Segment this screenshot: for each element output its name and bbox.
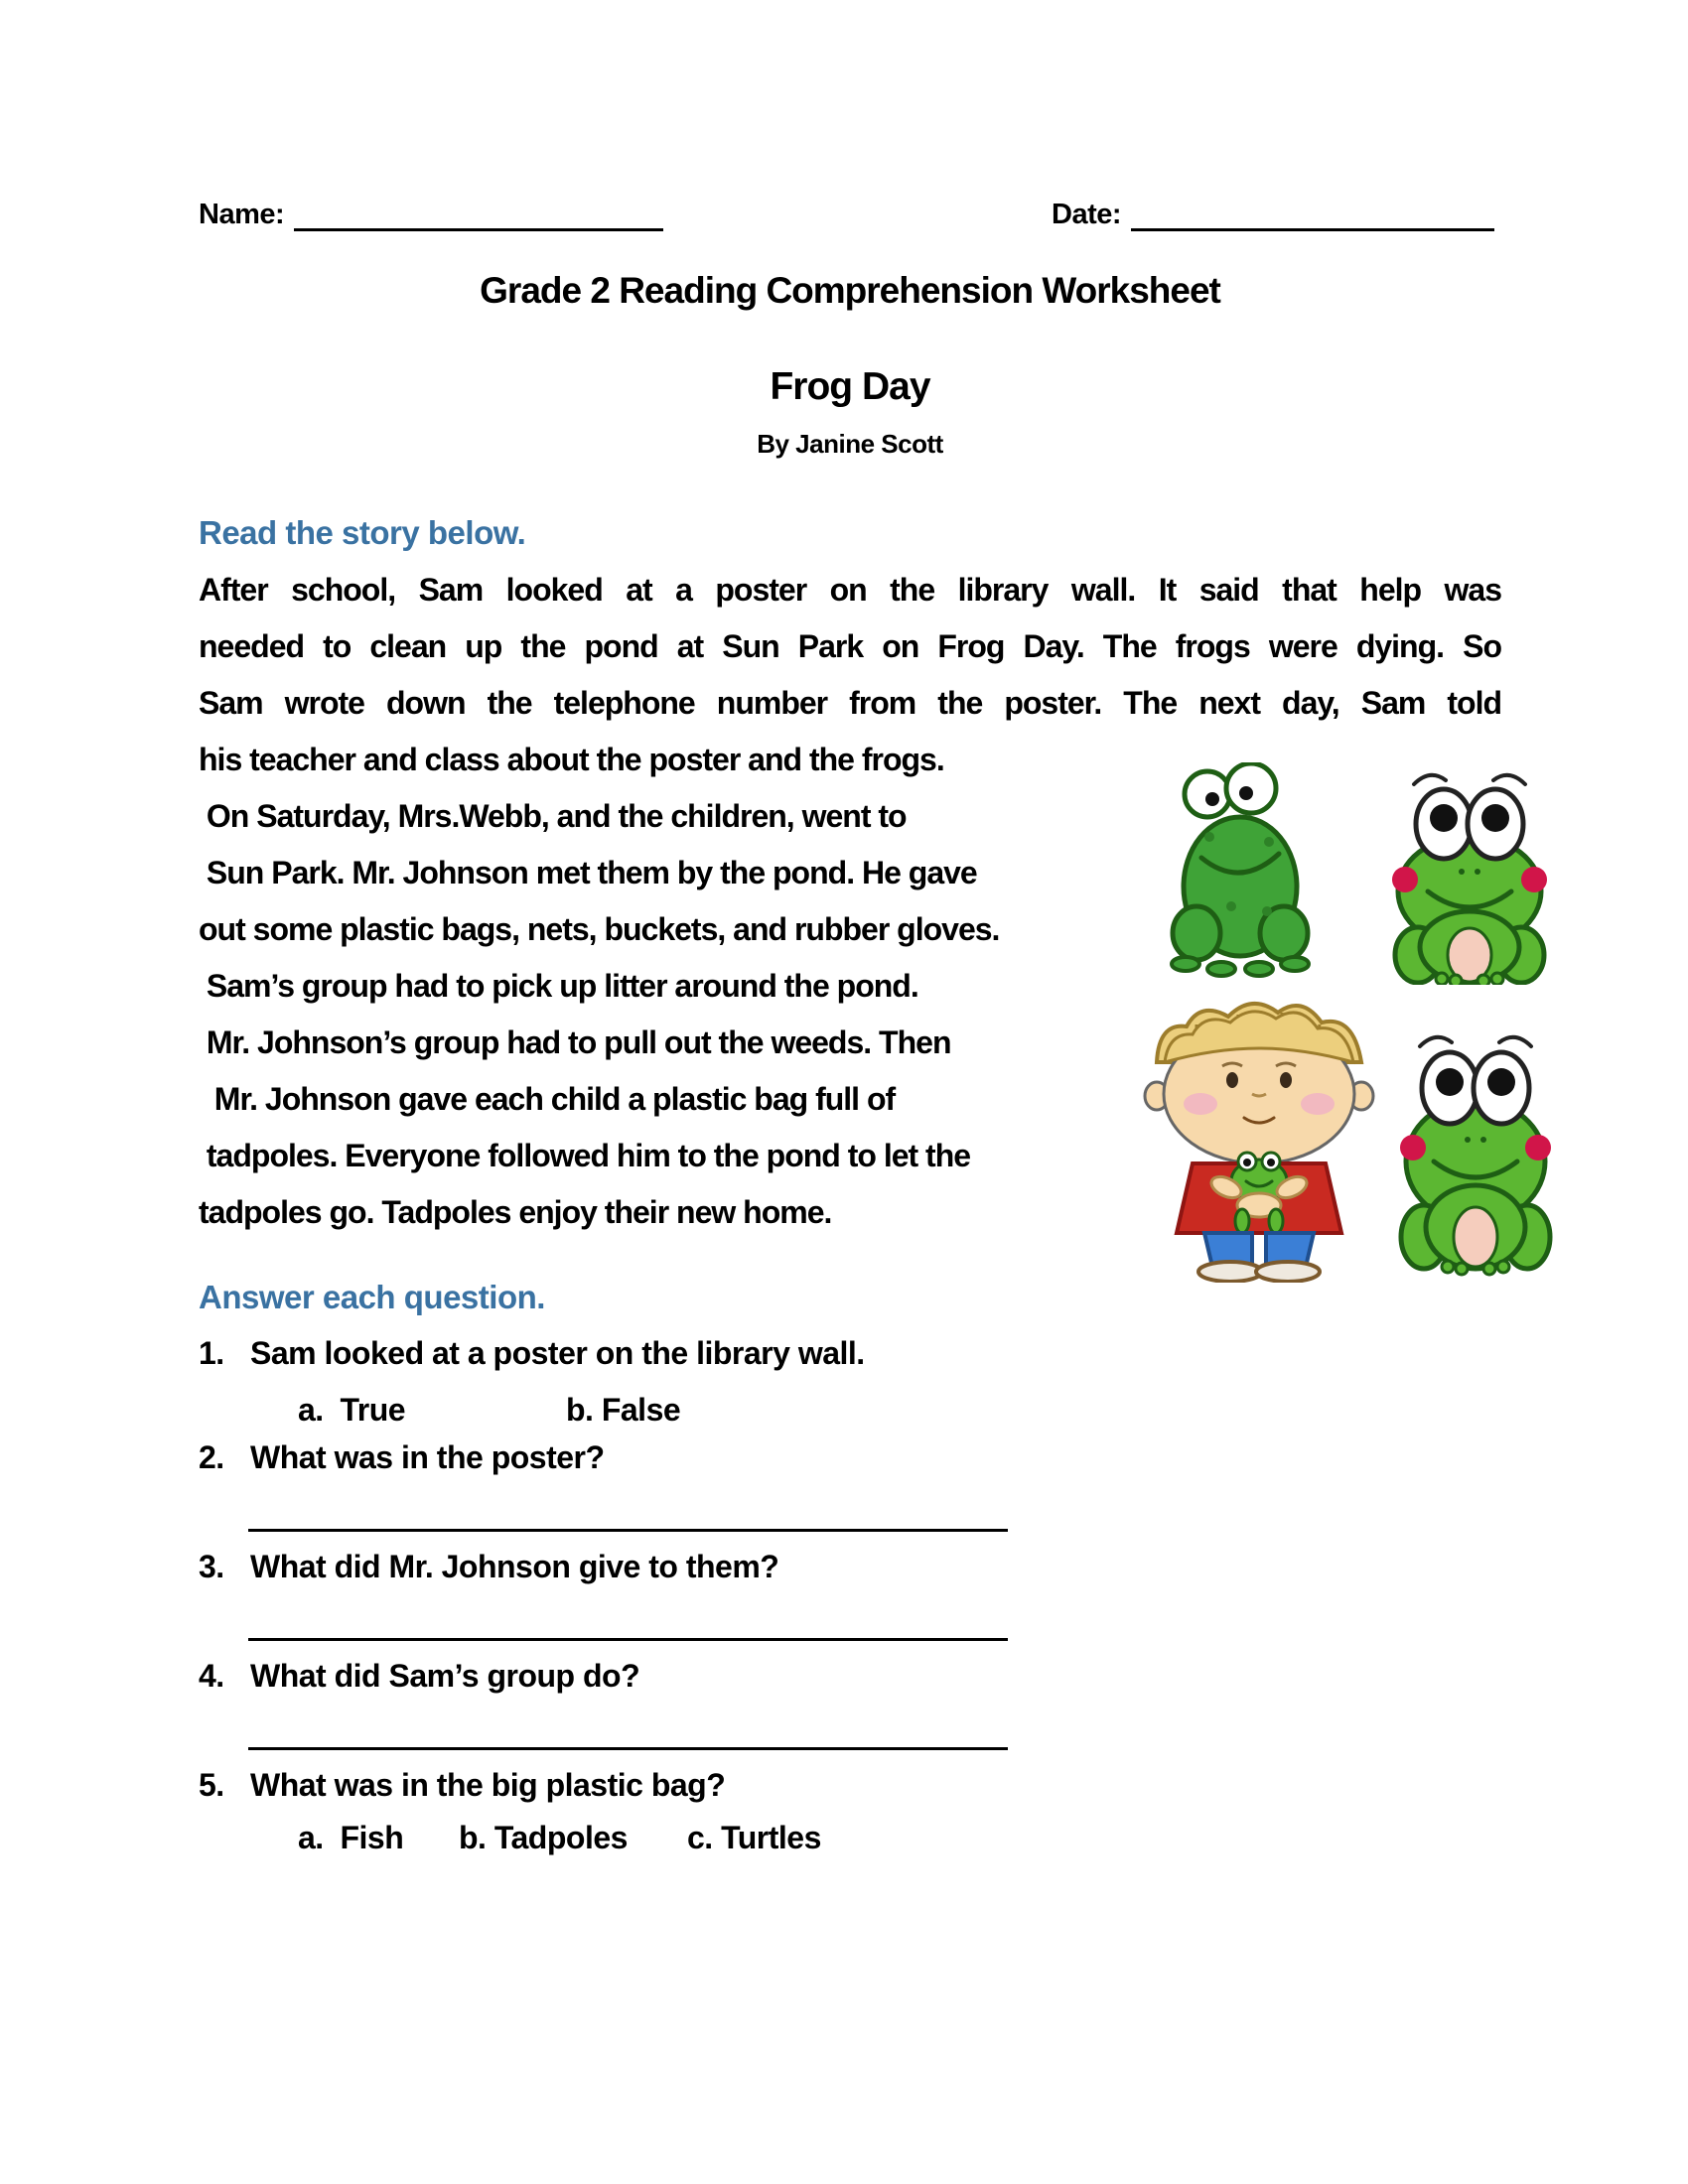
- story-line: out some plastic bags, nets, buckets, and rubber gloves.: [199, 911, 1000, 947]
- question-1-number: 1.: [199, 1335, 224, 1371]
- date-blank[interactable]: [1131, 199, 1494, 231]
- story-title: Frog Day: [770, 365, 930, 408]
- story-line: his teacher and class about the poster and the frogs.: [199, 742, 944, 777]
- name-label: Name:: [199, 199, 285, 230]
- answer-questions-heading: Answer each question.: [199, 1279, 545, 1315]
- question-3-number: 3.: [199, 1549, 224, 1584]
- big-eyed-frog-icon: [1396, 993, 1555, 1283]
- story-line: After school, Sam looked at a poster on the library wall. It said that help was: [199, 572, 1501, 608]
- big-eyed-frog-icon: [1386, 760, 1553, 985]
- date-label: Date:: [1052, 199, 1122, 230]
- question-4: [199, 1658, 639, 1695]
- question-2-text: What was in the poster?: [250, 1439, 605, 1475]
- question-1-text: Sam looked at a poster on the library wall.: [250, 1335, 865, 1371]
- question-2-number: 2.: [199, 1439, 224, 1475]
- question-5-number: 5.: [199, 1767, 224, 1803]
- question-3-answer-blank[interactable]: [248, 1638, 1008, 1641]
- name-row: [199, 199, 663, 231]
- date-row: [1052, 199, 1494, 231]
- question-2-answer-blank[interactable]: [248, 1529, 1008, 1532]
- story-line: Sam’s group had to pick up litter around the pond.: [199, 968, 918, 1004]
- question-5-option-b[interactable]: b. Tadpoles: [459, 1820, 628, 1855]
- question-3-text: What did Mr. Johnson give to them?: [250, 1549, 779, 1584]
- read-story-heading: Read the story below.: [199, 514, 526, 551]
- byline: By Janine Scott: [757, 429, 943, 459]
- question-5-option-c[interactable]: c. Turtles: [687, 1820, 821, 1855]
- story-line: Mr. Johnson’s group had to pull out the weeds. Then: [199, 1024, 951, 1060]
- question-1-option-b[interactable]: b. False: [566, 1392, 681, 1428]
- question-4-text: What did Sam’s group do?: [250, 1658, 640, 1694]
- story-line: tadpoles go. Tadpoles enjoy their new home.: [199, 1194, 832, 1230]
- story-line: On Saturday, Mrs.Webb, and the children, went to: [199, 798, 907, 834]
- story-line: tadpoles. Everyone followed him to the pond to let the: [199, 1138, 971, 1173]
- question-2: [199, 1439, 605, 1476]
- question-5-text: What was in the big plastic bag?: [250, 1767, 726, 1803]
- question-5: [199, 1767, 725, 1804]
- story-line: Sam wrote down the telephone number from the poster. The next day, Sam told: [199, 685, 1501, 721]
- question-1: [199, 1335, 865, 1372]
- story-line: Sun Park. Mr. Johnson met them by the pond. He gave: [199, 855, 977, 890]
- story-line: Mr. Johnson gave each child a plastic bag full of: [199, 1081, 896, 1117]
- question-4-answer-blank[interactable]: [248, 1747, 1008, 1750]
- name-blank[interactable]: [294, 199, 663, 231]
- question-1-option-a[interactable]: a. True: [298, 1392, 406, 1428]
- question-5-option-a[interactable]: a. Fish: [298, 1820, 404, 1855]
- question-4-number: 4.: [199, 1658, 224, 1694]
- question-3: [199, 1549, 778, 1585]
- page-title: Grade 2 Reading Comprehension Worksheet: [480, 270, 1220, 311]
- story-line: needed to clean up the pond at Sun Park on Frog Day. The frogs were dying. So: [199, 628, 1501, 664]
- boy-holding-frog-icon: [1135, 977, 1383, 1283]
- green-frog-icon: [1170, 762, 1311, 981]
